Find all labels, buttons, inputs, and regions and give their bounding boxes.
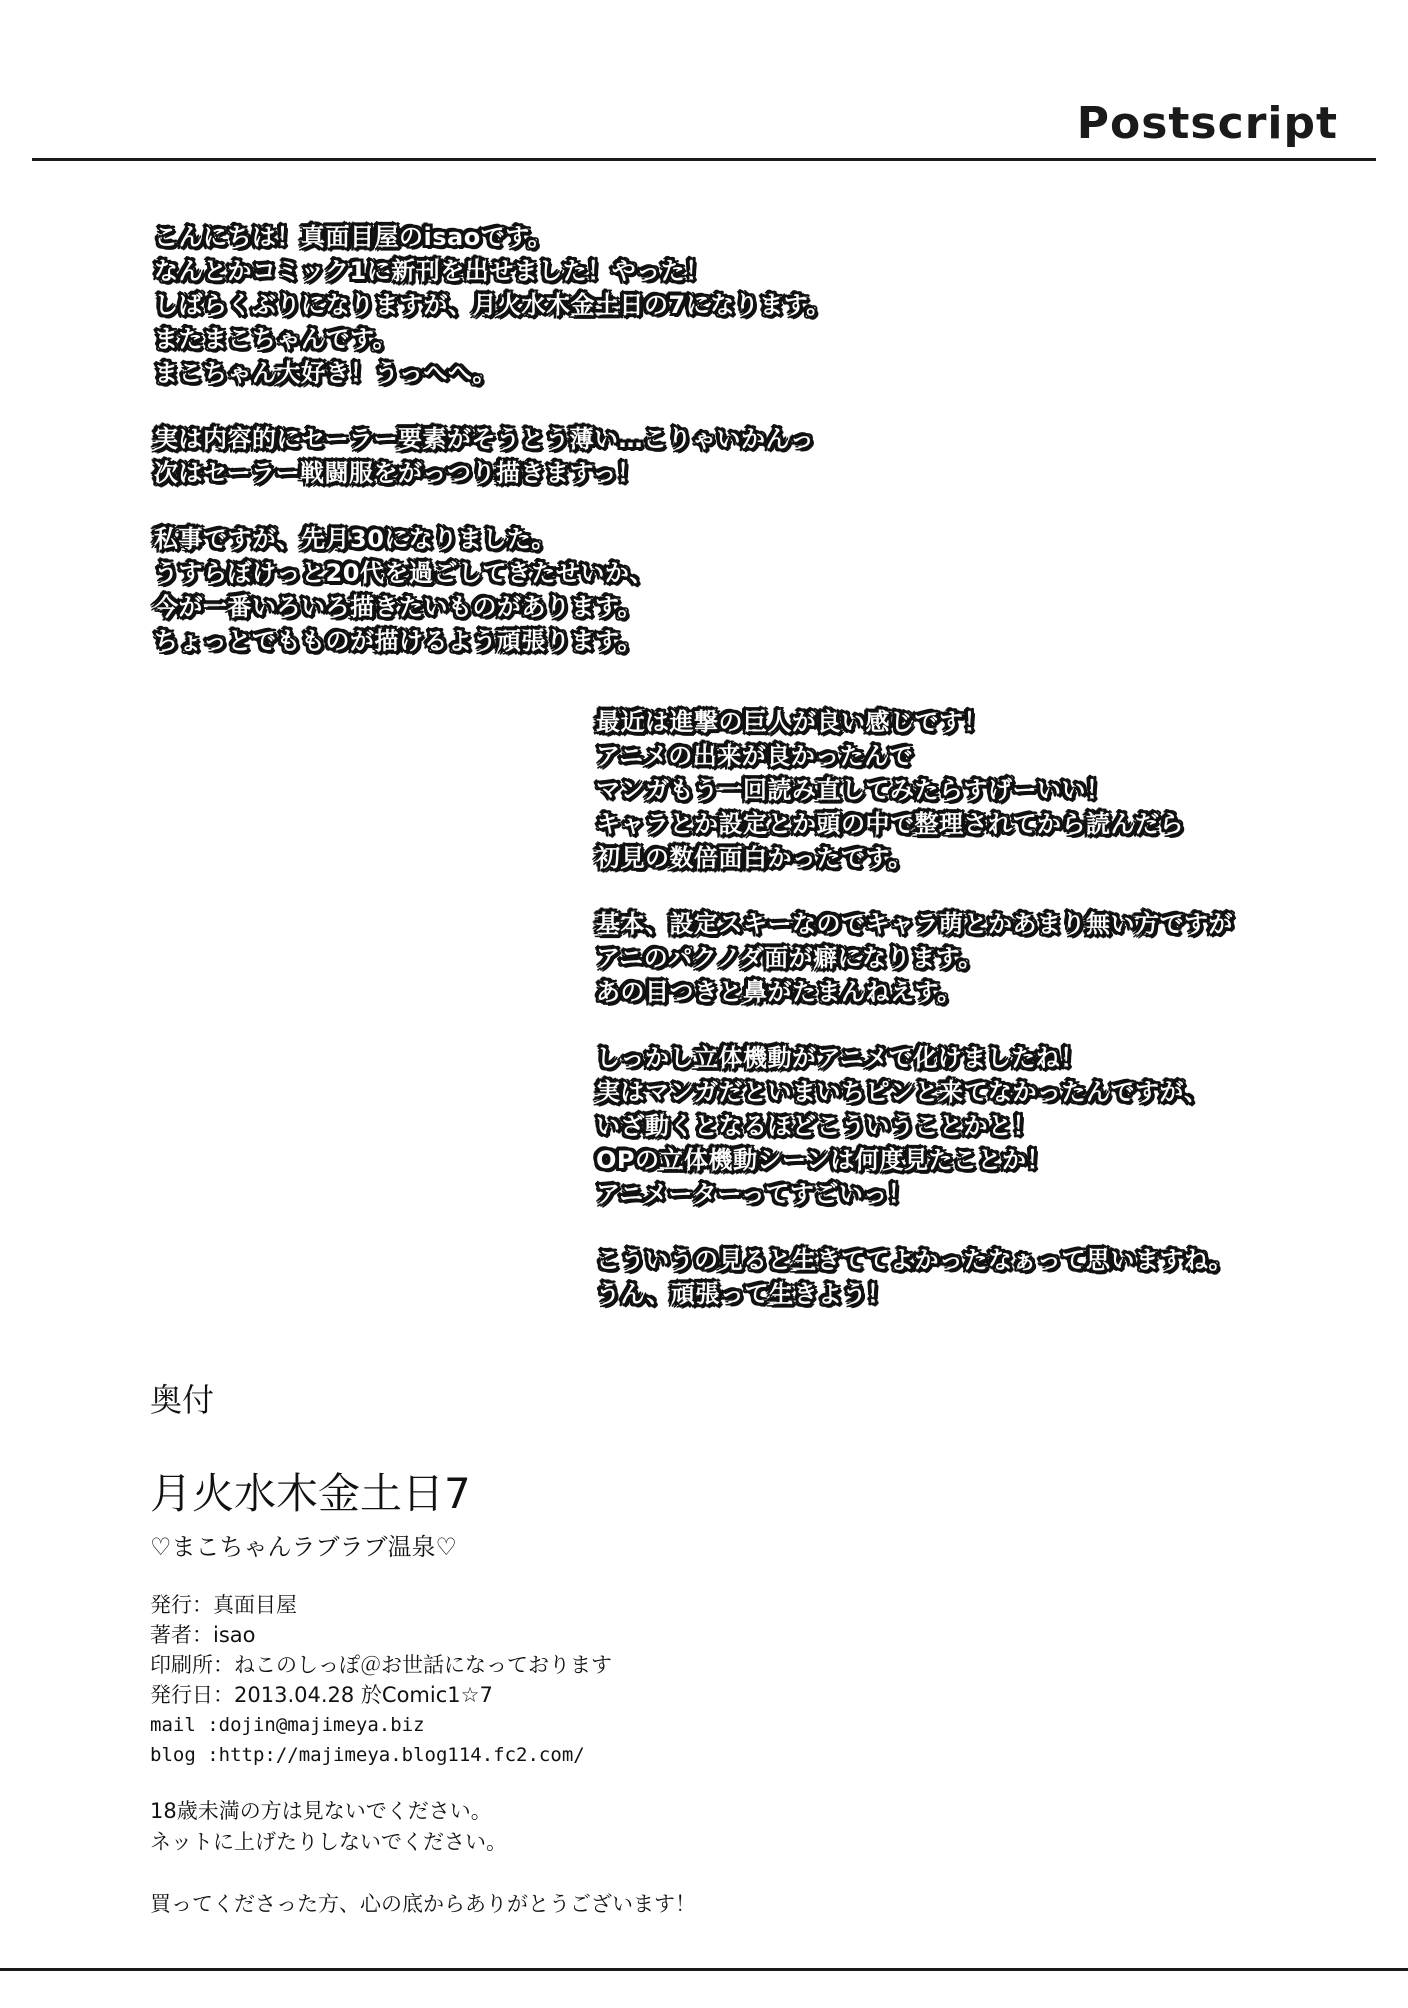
left-message-block [154,220,831,690]
message-line: アニメーターってすごいっ！ [596,1180,913,1208]
footer-rule [0,1968,1408,1971]
colophon-row [150,1620,696,1650]
message-line: うすらぼけっと20代を過ごしてきたせいか、 [154,559,654,587]
message-paragraph [154,522,831,658]
message-line: アニメの出来が良かったんで [596,742,914,770]
book-subtitle: ♡まこちゃんラブラブ温泉♡ [150,1533,458,1561]
message-line: 次はセーラー戦闘服をがっつり描きますっ！ [154,459,642,487]
colophon-row [150,1680,696,1710]
message-line: しっかし立体機動がアニメで化けましたね！ [596,1044,1085,1072]
message-paragraph [596,705,1233,875]
message-paragraph [596,907,1233,1009]
row-key: 発行日 [150,1683,213,1707]
message-line: アニのパクノダ面が癖になります。 [596,944,983,972]
message-line: マンガもう一回読み直してみたらすげーいい！ [596,776,1111,804]
message-line: またまこちゃんです。 [154,325,398,353]
message-line: 最近は進撃の巨人が良い感じです！ [596,708,988,736]
colophon-row [150,1590,696,1620]
row-value: ：ねこのしっぽ＠お世話になっております [213,1653,612,1677]
colophon-row [150,1650,696,1680]
message-line: あの目つきと鼻がたまんねえす。 [596,978,962,1006]
message-line: こういうの見ると生きててよかったなぁって思いますね。 [596,1246,1233,1274]
message-line: まこちゃん大好き！うっへへ。 [154,359,497,387]
row-key: 印刷所 [150,1653,213,1677]
row-value: :dojin@majimeya.biz [195,1714,425,1736]
message-line: なんとかコミック1に新刊を出せました！やった！ [154,257,710,285]
row-value: :http://majimeya.blog114.fc2.com/ [195,1744,585,1766]
message-line: 初見の数倍面白かったです。 [596,844,913,872]
message-line: 実は内容的にセーラー要素がそうとう薄い…こりゃいかんっ [154,425,815,453]
message-line: 基本、設定スキーなのでキャラ萌とかあまり無い方ですが [596,910,1233,938]
right-message-block [596,705,1233,1343]
row-key: mail [150,1714,196,1736]
message-line: うん、頑張って生きよう！ [596,1280,892,1308]
message-line: ちょっとでもものが描けるよう頑張ります。 [154,627,643,655]
message-line: しばらくぶりになりますが、月火水木金土日の7になります。 [154,291,831,319]
thanks-line: 買ってくださった方、心の底からありがとうございます！ [150,1892,696,1916]
message-paragraph [154,220,831,390]
row-value: ：isao [192,1623,256,1647]
message-line: OPの立体機動シーンは何度見たことか！ [596,1146,1052,1174]
colophon-row [150,1740,696,1770]
notice-line: ネットに上げたりしないでください。 [150,1830,507,1854]
message-paragraph [154,422,831,490]
colophon [150,1375,696,1918]
message-line: キャラとか設定とか頭の中で整理されてから読んだら [596,810,1184,838]
colophon-heading: 奥付 [150,1381,215,1419]
message-line: こんにちは！真面目屋のisaoです。 [154,223,553,251]
row-value: ：2013.04.28 於Comic1☆7 [213,1683,493,1707]
message-paragraph [596,1041,1233,1211]
message-line: 実はマンガだといまいちピンと来てなかったんですが、 [596,1078,1209,1106]
message-line: 私事ですが、先月30になりました。 [154,525,556,553]
colophon-rows [150,1590,696,1770]
row-key: 発行 [150,1593,192,1617]
message-paragraph [596,1243,1233,1311]
message-line: 今が一番いろいろ描きたいものがあります。 [154,593,643,621]
colophon-row [150,1710,696,1740]
page-title: Postscript [1076,98,1338,149]
message-line: いざ動くとなるほどこういうことかと！ [596,1112,1037,1140]
row-key: blog [150,1744,196,1766]
header-rule [32,158,1376,161]
notice-block [150,1796,696,1858]
row-key: 著者 [150,1623,192,1647]
row-value: ：真面目屋 [192,1593,297,1617]
book-title: 月火水木金土日7 [150,1469,471,1518]
notice-line: 18歳未満の方は見ないでください。 [150,1799,492,1823]
